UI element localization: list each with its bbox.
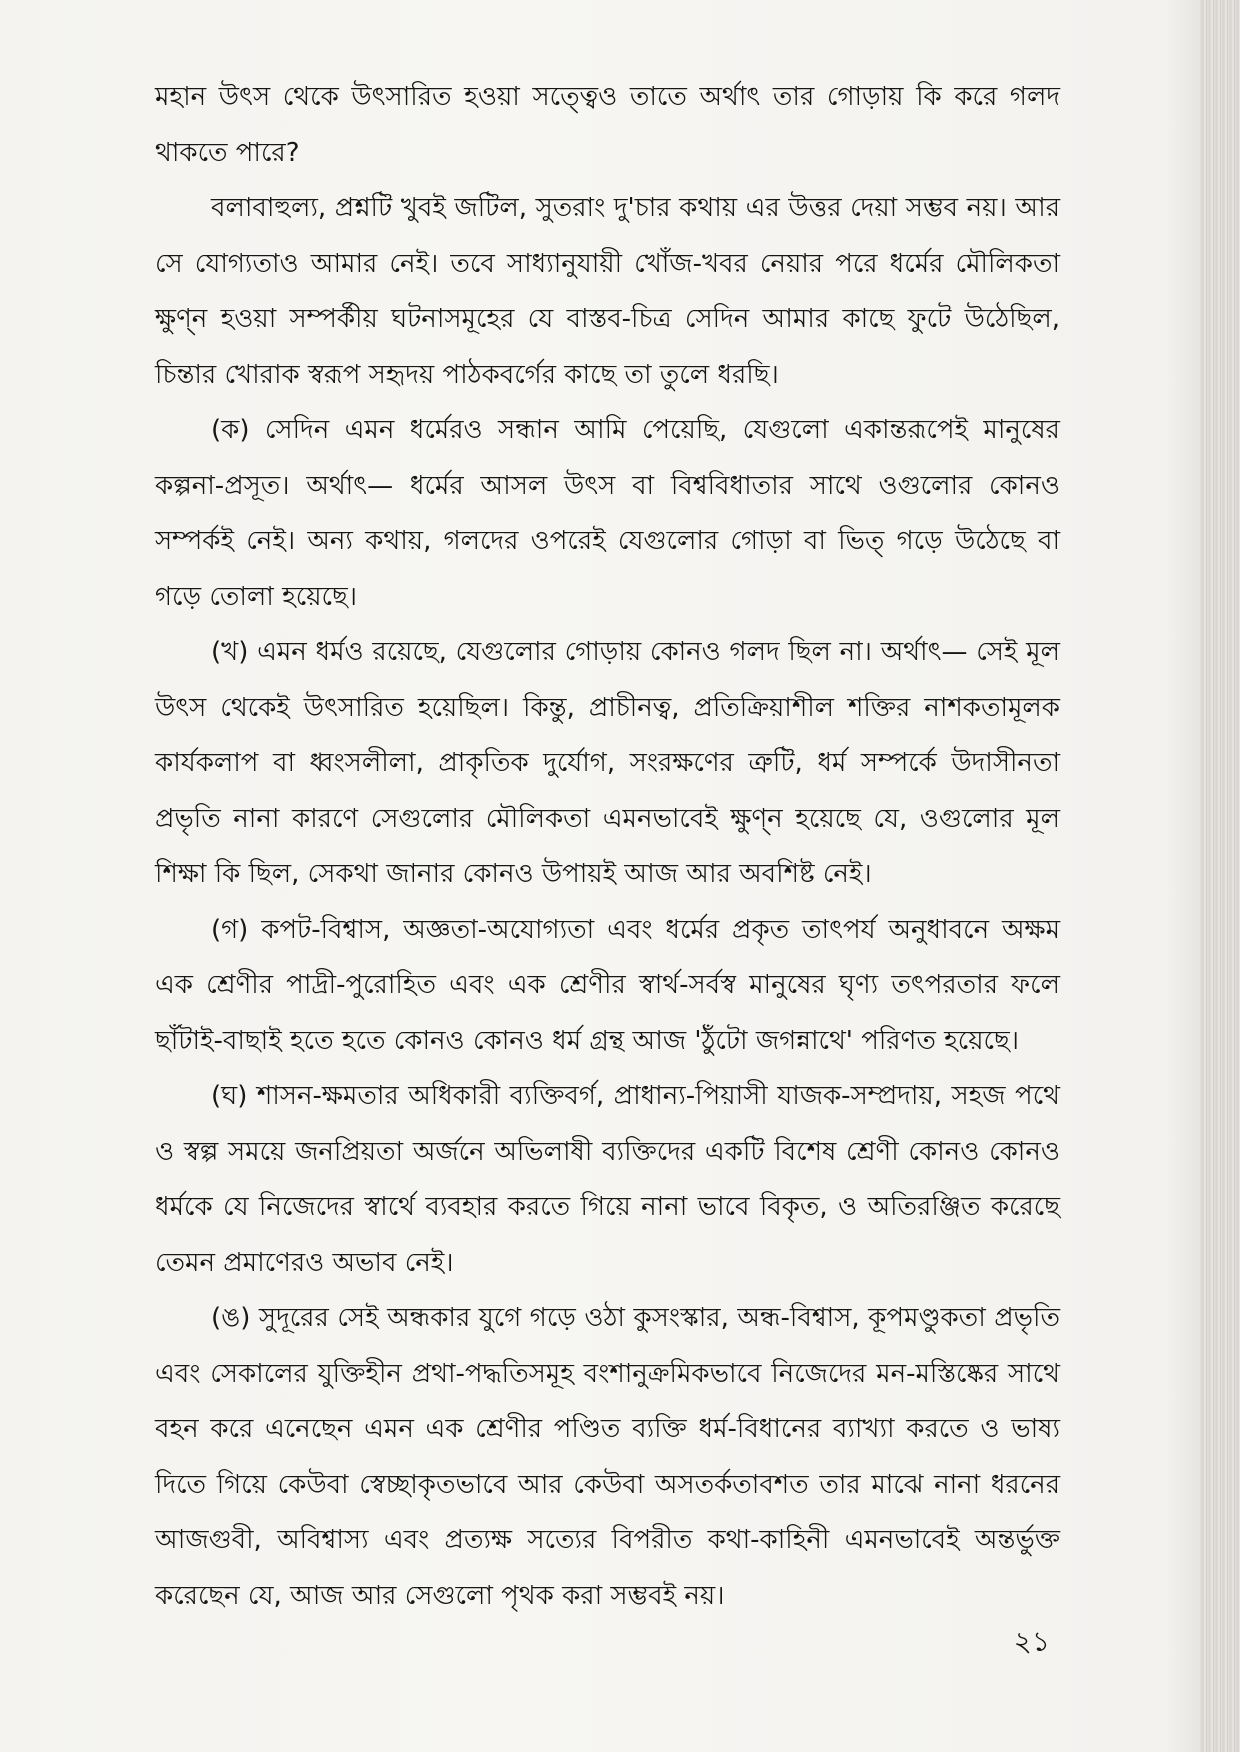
paragraph-kha: (খ) এমন ধর্মও রয়েছে, যেগুলোর গোড়ায় কোনও গলদ ছিল না। অর্থাৎ— সেই মূল উৎস থেকেই উৎসারিত হয়েছিল। কিন্তু, প্রাচীনত্ব, প্রতিক্রিয়াশীল শক্তির নাশকতামূলক কার্যকলাপ বা ধ্বংসলীলা, প্রাকৃতিক দুর্যোগ, সংরক্ষণের ত্রুটি, ধর্ম সম্পর্কে উদাসীনতা প্রভৃতি নানা কারণে সেগুলোর মৌলিকতা এমনভাবেই ক্ষুণ্ন হয়েছে যে, ওগুলোর মূল শিক্ষা কি ছিল, সেকথা জানার কোনও উপায়ই আজ আর অবশিষ্ট নেই। [155,637,1060,889]
body-text [155,70,1060,1624]
paragraph-gha: (ঘ) শাসন-ক্ষমতার অধিকারী ব্যক্তিবর্গ, প্রাধান্য-পিয়াসী যাজক-সম্প্রদায়, সহজ পথে ও স্বল্প সময়ে জনপ্রিয়তা অর্জনে অভিলাষী ব্যক্তিদের একটি বিশেষ শ্রেণী কোনও কোনও ধর্মকে যে নিজেদের স্বার্থে ব্যবহার করতে গিয়ে নানা ভাবে বিকৃত, ও অতিরঞ্জিত করেছে তেমন প্রমাণেরও অভাব নেই। [155,1081,1060,1278]
page-stack-edge [1200,0,1240,1752]
paragraph-ga: (গ) কপট-বিশ্বাস, অজ্ঞতা-অযোগ্যতা এবং ধর্মের প্রকৃত তাৎপর্য অনুধাবনে অক্ষম এক শ্রেণীর পাদ্রী-পুরোহিত এবং এক শ্রেণীর স্বার্থ-সর্বস্ব মানুষের ঘৃণ্য তৎপরতার ফলে ছাঁটাই-বাছাই হতে হতে কোনও কোনও ধর্ম গ্রন্থ আজ 'ঠুঁটো জগন্নাথে' পরিণত হয়েছে। [155,914,1060,1056]
paragraph-continued: মহান উৎস থেকে উৎসারিত হওয়া সত্ত্বেও তাতে অর্থাৎ তার গোড়ায় কি করে গলদ থাকতে পারে? [155,82,1060,168]
page-number: ২১ [1013,1625,1050,1658]
paragraph-uma: (ঙ) সুদূরের সেই অন্ধকার যুগে গড়ে ওঠা কুসংস্কার, অন্ধ-বিশ্বাস, কূপমণ্ডুকতা প্রভৃতি এবং সেকালের যুক্তিহীন প্রথা-পদ্ধতিসমূহ বংশানুক্রমিকভাবে নিজেদের মন-মস্তিষ্কের সাথে বহন করে এনেছেন এমন এক শ্রেণীর পণ্ডিত ব্যক্তি ধর্ম-বিধানের ব্যাখ্যা করতে ও ভাষ্য দিতে গিয়ে কেউবা স্বেচ্ছাকৃতভাবে আর কেউবা অসতর্কতাবশত তার মাঝে নানা ধরনের আজগুবী, অবিশ্বাস্য এবং প্রত্যক্ষ সত্যের বিপরীত কথা-কাহিনী এমনভাবেই অন্তর্ভুক্ত করেছেন যে, আজ আর সেগুলো পৃথক করা সম্ভবই নয়। [155,1303,1060,1611]
paragraph-intro: বলাবাহুল্য, প্রশ্নটি খুবই জটিল, সুতরাং দু'চার কথায় এর উত্তর দেয়া সম্ভব নয়। আর সে যোগ্যতাও আমার নেই। তবে সাধ্যানুযায়ী খোঁজ-খবর নেয়ার পরে ধর্মের মৌলিকতা ক্ষুণ্ন হওয়া সম্পর্কীয় ঘটনাসমূহের যে বাস্তব-চিত্র সেদিন আমার কাছে ফুটে উঠেছিল, চিন্তার খোরাক স্বরূপ সহৃদয় পাঠকবর্গের কাছে তা তুলে ধরছি। [155,193,1060,390]
paragraph-ka: (ক) সেদিন এমন ধর্মেরও সন্ধান আমি পেয়েছি, যেগুলো একান্তরূপেই মানুষের কল্পনা-প্রসূত। অর্থাৎ— ধর্মের আসল উৎস বা বিশ্ববিধাতার সাথে ওগুলোর কোনও সম্পর্কই নেই। অন্য কথায়, গলদের ওপরেই যেগুলোর গোড়া বা ভিত্ গড়ে উঠেছে বা গড়ে তোলা হয়েছে। [155,415,1060,612]
